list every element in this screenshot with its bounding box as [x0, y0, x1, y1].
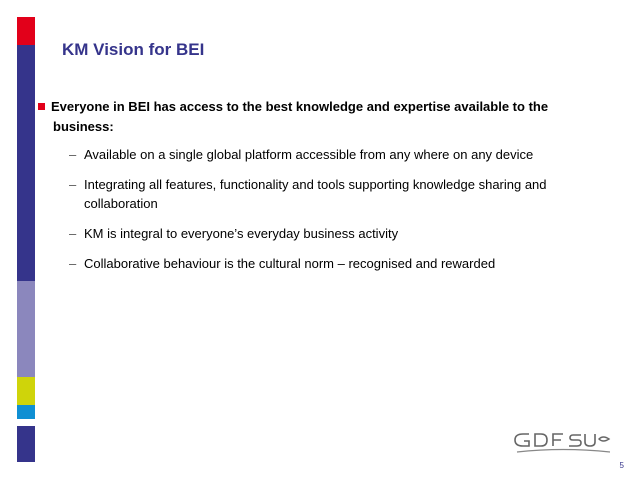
sub-bullet-text-cont: collaboration [84, 196, 158, 211]
main-bullet-line2: business: [53, 119, 114, 134]
dash-bullet-icon: – [69, 147, 77, 162]
dash-bullet-icon: – [69, 177, 77, 192]
dash-bullet-icon: – [69, 256, 77, 271]
stripe-lavender [17, 281, 35, 377]
sub-bullet [69, 254, 559, 273]
stripe-red [17, 17, 35, 45]
sub-bullet [69, 224, 559, 243]
page-number: 5 [619, 461, 624, 470]
gdf-suez-logo [513, 430, 613, 456]
stripe-blue [17, 405, 35, 419]
main-bullet [38, 97, 598, 137]
slide-title: KM Vision for BEI [62, 40, 205, 59]
sub-bullet-text: Integrating all features, functionality and tools supporting knowledge sharing and [84, 177, 547, 192]
stripe-yellow [17, 377, 35, 405]
sub-bullet-text: KM is integral to everyone’s everyday business activity [84, 226, 399, 241]
sub-bullet-text: Collaborative behaviour is the cultural norm – recognised and rewarded [84, 256, 496, 271]
sub-bullet [69, 175, 559, 213]
dash-bullet-icon: – [69, 226, 77, 241]
sub-bullet-text: Available on a single global platform accessible from any where on any device [84, 147, 534, 162]
square-bullet-icon [38, 103, 45, 110]
sub-bullet [69, 145, 559, 164]
stripe-navy-top [17, 45, 35, 281]
stripe-navy-bottom [17, 426, 35, 462]
main-bullet-line1: Everyone in BEI has access to the best knowledge and expertise available to the [51, 99, 549, 114]
